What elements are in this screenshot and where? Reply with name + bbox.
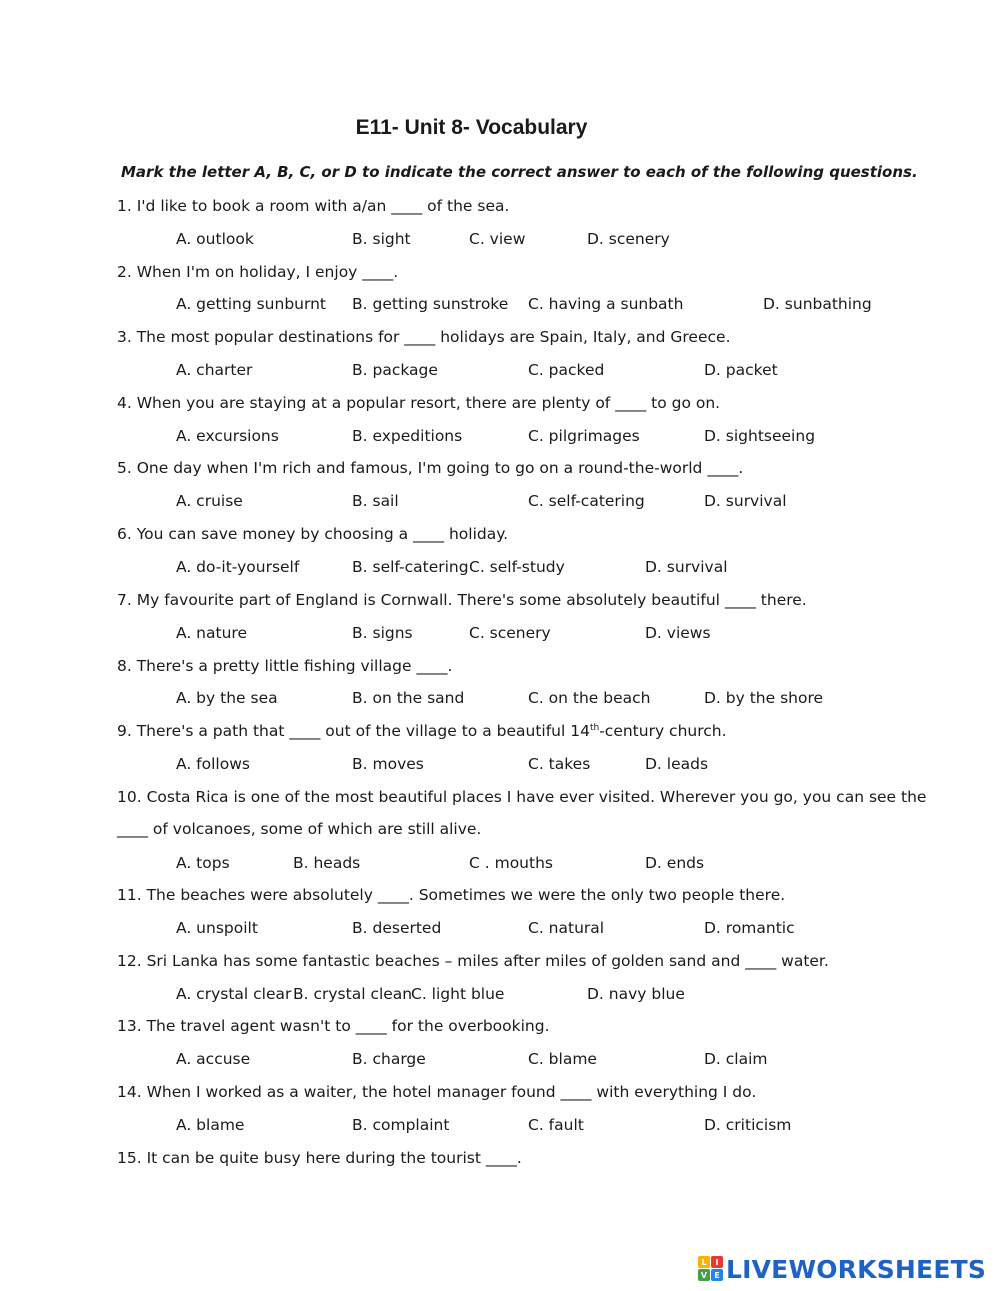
options-3 bbox=[0, 361, 1000, 383]
option-d[interactable]: D. sightseeing bbox=[704, 427, 816, 445]
option-b[interactable]: B. crystal clean bbox=[293, 985, 413, 1003]
option-a[interactable]: A. follows bbox=[176, 755, 250, 773]
option-b[interactable]: B. complaint bbox=[352, 1116, 450, 1134]
option-c[interactable]: C. pilgrimages bbox=[528, 427, 640, 445]
option-d[interactable]: D. by the shore bbox=[704, 689, 824, 707]
option-a[interactable]: A. outlook bbox=[176, 230, 254, 248]
option-b[interactable]: B. expeditions bbox=[352, 427, 463, 445]
option-b[interactable]: B. getting sunstroke bbox=[352, 295, 509, 313]
option-c[interactable]: C. having a sunbath bbox=[528, 295, 684, 313]
option-c[interactable]: C . mouths bbox=[469, 854, 553, 872]
options-5 bbox=[0, 492, 1000, 514]
question-3: 3. The most popular destinations for ____ holidays are Spain, Italy, and Greece. bbox=[117, 328, 731, 346]
question-14: 14. When I worked as a waiter, the hotel manager found ____ with everything I do. bbox=[117, 1083, 757, 1101]
option-d[interactable]: D. romantic bbox=[704, 919, 795, 937]
option-c[interactable]: C. fault bbox=[528, 1116, 584, 1134]
logo-text: LIVEWORKSHEETS bbox=[726, 1254, 987, 1284]
option-d[interactable]: D. packet bbox=[704, 361, 778, 379]
option-b[interactable]: B. package bbox=[352, 361, 438, 379]
svg-text:I: I bbox=[715, 1258, 719, 1267]
option-c[interactable]: C. scenery bbox=[469, 624, 551, 642]
option-d[interactable]: D. ends bbox=[645, 854, 705, 872]
options-12 bbox=[0, 985, 1000, 1007]
option-a[interactable]: A. getting sunburnt bbox=[176, 295, 326, 313]
option-a[interactable]: A. tops bbox=[176, 854, 230, 872]
option-a[interactable]: A. accuse bbox=[176, 1050, 251, 1068]
instruction-text: Mark the letter A, B, C, or D to indicate the correct answer to each of the following questions. bbox=[121, 163, 918, 181]
option-c[interactable]: C. blame bbox=[528, 1050, 597, 1068]
option-d[interactable]: D. survival bbox=[645, 558, 728, 576]
option-a[interactable]: A. charter bbox=[176, 361, 253, 379]
question-9-text-end: -century church. bbox=[599, 722, 727, 740]
option-b[interactable]: B. moves bbox=[352, 755, 424, 773]
option-d[interactable]: D. claim bbox=[704, 1050, 768, 1068]
option-c[interactable]: C. self-catering bbox=[528, 492, 645, 510]
question-2: 2. When I'm on holiday, I enjoy ____. bbox=[117, 263, 399, 281]
option-a[interactable]: A. cruise bbox=[176, 492, 243, 510]
option-b[interactable]: B. charge bbox=[352, 1050, 426, 1068]
options-13 bbox=[0, 1050, 1000, 1072]
liveworksheets-logo[interactable] bbox=[698, 1254, 986, 1284]
options-9 bbox=[0, 755, 1000, 777]
options-14 bbox=[0, 1116, 1000, 1138]
option-b[interactable]: B. heads bbox=[293, 854, 361, 872]
svg-text:L: L bbox=[701, 1258, 707, 1267]
svg-text:V: V bbox=[700, 1271, 708, 1280]
option-d[interactable]: D. leads bbox=[645, 755, 709, 773]
option-b[interactable]: B. sail bbox=[352, 492, 399, 510]
option-b[interactable]: B. self-catering bbox=[352, 558, 469, 576]
option-c[interactable]: C. self-study bbox=[469, 558, 565, 576]
option-a[interactable]: A. excursions bbox=[176, 427, 279, 445]
question-5: 5. One day when I'm rich and famous, I'm going to go on a round-the-world ____. bbox=[117, 459, 744, 477]
question-13: 13. The travel agent wasn't to ____ for the overbooking. bbox=[117, 1017, 550, 1035]
options-4 bbox=[0, 427, 1000, 449]
option-c[interactable]: C. on the beach bbox=[528, 689, 651, 707]
question-11: 11. The beaches were absolutely ____. Sometimes we were the only two people there. bbox=[117, 886, 786, 904]
question-4: 4. When you are staying at a popular resort, there are plenty of ____ to go on. bbox=[117, 394, 721, 412]
question-6: 6. You can save money by choosing a ____ holiday. bbox=[117, 525, 509, 543]
options-2 bbox=[0, 295, 1000, 317]
options-8 bbox=[0, 689, 1000, 711]
worksheet-title: E11- Unit 8- Vocabulary bbox=[355, 116, 588, 139]
option-d[interactable]: D. scenery bbox=[587, 230, 670, 248]
options-7 bbox=[0, 624, 1000, 646]
question-9-text: 9. There's a path that ____ out of the village to a beautiful 14 bbox=[117, 722, 590, 740]
option-a[interactable]: A. unspoilt bbox=[176, 919, 258, 937]
superscript-th: th bbox=[589, 722, 600, 733]
option-d[interactable]: D. views bbox=[645, 624, 711, 642]
option-d[interactable]: D. survival bbox=[704, 492, 787, 510]
option-d[interactable]: D. sunbathing bbox=[763, 295, 872, 313]
question-10-line2: ____ of volcanoes, some of which are still alive. bbox=[117, 820, 482, 838]
question-10: 10. Costa Rica is one of the most beautiful places I have ever visited. Wherever you go, you can see the bbox=[117, 788, 927, 806]
option-d[interactable]: D. criticism bbox=[704, 1116, 792, 1134]
options-10 bbox=[0, 854, 1000, 876]
option-c[interactable]: C. natural bbox=[528, 919, 605, 937]
question-15: 15. It can be quite busy here during the tourist ____. bbox=[117, 1149, 522, 1167]
option-a[interactable]: A. do-it-yourself bbox=[176, 558, 300, 576]
options-11 bbox=[0, 919, 1000, 941]
option-b[interactable]: B. deserted bbox=[352, 919, 442, 937]
option-c[interactable]: C. view bbox=[469, 230, 526, 248]
option-c[interactable]: C. takes bbox=[528, 755, 591, 773]
option-a[interactable]: A. blame bbox=[176, 1116, 245, 1134]
option-b[interactable]: B. on the sand bbox=[352, 689, 465, 707]
option-b[interactable]: B. sight bbox=[352, 230, 411, 248]
question-12: 12. Sri Lanka has some fantastic beaches – miles after miles of golden sand and ____ water. bbox=[117, 952, 829, 970]
option-c[interactable]: C. packed bbox=[528, 361, 605, 379]
svg-text:E: E bbox=[714, 1271, 720, 1280]
options-6 bbox=[0, 558, 1000, 580]
option-a[interactable]: A. crystal clear bbox=[176, 985, 292, 1003]
option-d[interactable]: D. navy blue bbox=[587, 985, 685, 1003]
liveworksheets-logo-icon bbox=[698, 1256, 724, 1282]
options-1 bbox=[0, 230, 1000, 252]
question-9 bbox=[117, 722, 727, 740]
option-c[interactable]: C. light blue bbox=[411, 985, 505, 1003]
question-7: 7. My favourite part of England is Cornwall. There's some absolutely beautiful ____ there. bbox=[117, 591, 807, 609]
option-a[interactable]: A. by the sea bbox=[176, 689, 278, 707]
question-8: 8. There's a pretty little fishing village ____. bbox=[117, 657, 453, 675]
option-a[interactable]: A. nature bbox=[176, 624, 247, 642]
question-1: 1. I'd like to book a room with a/an ____ of the sea. bbox=[117, 197, 510, 215]
option-b[interactable]: B. signs bbox=[352, 624, 413, 642]
